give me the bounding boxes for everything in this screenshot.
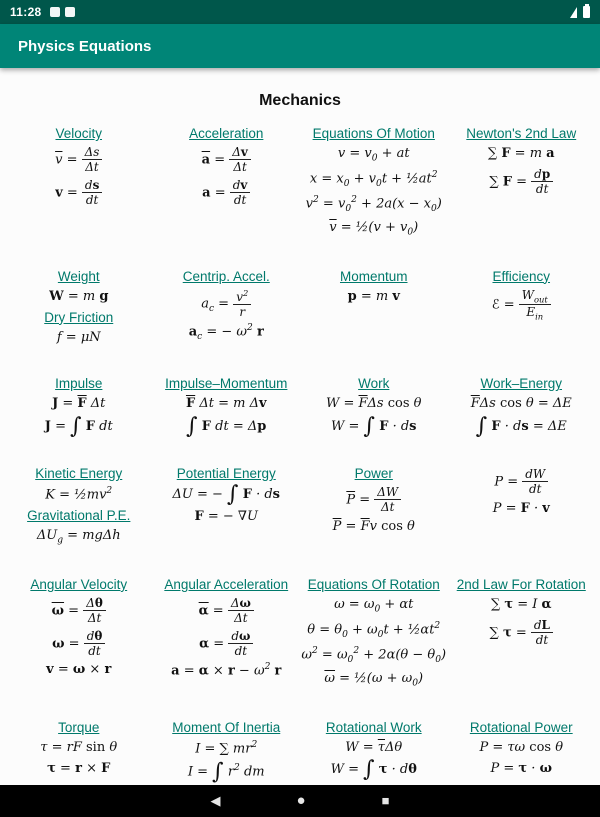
equation: W = m g: [49, 288, 109, 304]
equation: $\overline{v}$ = $\frac{\Delta s}{\Delta t}$: [6, 145, 152, 175]
notification-icon: [65, 7, 75, 17]
equation: ∑ F = m a: [487, 146, 555, 161]
equation-cell: [449, 464, 595, 522]
app-bar: [0, 24, 600, 68]
equation: $W = \overline{F}\Delta s$ cos θ: [325, 396, 422, 412]
equation-cell: [449, 575, 595, 651]
equation: P = $\frac{dW}{dt}$: [449, 467, 595, 497]
equation-cell: [6, 718, 152, 783]
equation: v = ω × r: [46, 662, 112, 678]
equation: $\overline{P}$ = $\frac{\Delta W}{\Delta t}$: [301, 485, 447, 515]
equation: $\overline{v}$ = ½(v + $v_0$): [329, 219, 419, 238]
battery-icon: [583, 6, 590, 18]
equation: $\overline{a}$ = $\frac{\Delta v}{\Delta t}$: [154, 145, 300, 175]
equation-cell: [301, 718, 447, 784]
equation: $\overline{P} = \overline{F}v$ cos θ: [332, 518, 415, 534]
equation-cell: [301, 124, 447, 243]
equation-group-title[interactable]: Torque: [58, 719, 100, 735]
equation: a = $\frac{dv}{dt}$: [154, 178, 300, 208]
equation-cell: [154, 575, 300, 685]
equation-cell: [154, 464, 300, 530]
equation: I = ∫ $r^2$ dm: [187, 758, 265, 785]
equation: $a_c$ = $\frac{v^2}{r}$: [154, 288, 300, 320]
equation-cell: [449, 718, 595, 783]
equation: τ = r × F: [47, 761, 111, 777]
equation-group-title[interactable]: Impulse: [55, 376, 103, 392]
equation: J = ∫ F dt: [44, 413, 113, 440]
equation: P = τω cos θ: [479, 739, 564, 755]
status-time: 11:28: [10, 5, 42, 19]
equation: $\overline{\omega}$ = ½(ω + $\omega_0$): [324, 670, 424, 689]
recents-icon[interactable]: ■: [381, 793, 390, 809]
equation-cell: [6, 124, 152, 210]
equation: $a_c$ = − $\omega^2$ r: [188, 323, 264, 343]
equation-cell: [6, 575, 152, 683]
equation: $\omega^2 = \omega_0^2 + 2\alpha(\theta - \theta_0)$: [301, 645, 447, 665]
wifi-icon: [570, 7, 577, 18]
equation-group-title[interactable]: Power: [354, 465, 393, 481]
equation-group-title[interactable]: Gravitational P.E.: [27, 508, 131, 524]
equation-group-title[interactable]: Rotational Power: [469, 719, 573, 735]
equation-group-title[interactable]: Equations Of Motion: [312, 126, 435, 141]
notification-icon: [50, 7, 60, 17]
equation: P = F · v: [492, 500, 550, 516]
equation: f = μN: [56, 329, 101, 345]
equation-group-title[interactable]: Newton's 2nd Law: [466, 126, 577, 141]
equation-group-title[interactable]: Potential Energy: [176, 465, 276, 481]
equation: F = − ∇U: [194, 508, 258, 524]
equation-group-title[interactable]: Work: [358, 376, 390, 392]
equation-group-title[interactable]: Efficiency: [492, 268, 551, 284]
equation-cell: [154, 374, 300, 440]
equation: W = ∫ F · ds: [331, 413, 417, 440]
equation-cell: [154, 267, 300, 348]
equation: ΔU = − ∫ F · ds: [172, 480, 280, 507]
equation-group-title[interactable]: Centrip. Accel.: [182, 268, 270, 284]
equation-cell: [154, 718, 300, 785]
equation: W = ∫ τ · dθ: [330, 756, 417, 783]
equation-group-title[interactable]: Weight: [57, 268, 100, 284]
equation-cell: [449, 374, 595, 440]
equation-cell: [6, 267, 152, 351]
equation-group-title[interactable]: Velocity: [55, 126, 103, 141]
equation-cell: [301, 267, 447, 310]
equation-group-title[interactable]: Moment Of Inertia: [172, 719, 281, 735]
equation: P = τ · ω: [490, 761, 552, 777]
equation-group-title[interactable]: Impulse–Momentum: [165, 376, 288, 392]
equation: p = m v: [347, 288, 400, 304]
equation-group-title[interactable]: Dry Friction: [44, 309, 114, 325]
equation-cell: [154, 124, 300, 210]
equation-group-title[interactable]: Angular Acceleration: [164, 576, 289, 592]
equation: I = ∑ $mr^2$: [195, 739, 258, 756]
navigation-bar: [0, 785, 600, 817]
app-title: Physics Equations: [18, 37, 152, 55]
equation: $J = \overline{F}$ Δt: [52, 396, 106, 412]
home-icon[interactable]: ●: [296, 792, 306, 810]
equations-grid: [0, 124, 600, 785]
equation-cell: [449, 267, 595, 325]
content-scroll-area[interactable]: [0, 68, 600, 785]
equation-cell: [301, 575, 447, 694]
equation: ∫ F · ds = ΔE: [475, 413, 567, 440]
equation: ∑ τ = $\frac{dL}{dt}$: [449, 618, 595, 648]
equation: $\omega = \omega_0 + \alpha t$: [334, 596, 414, 615]
equation: τ = rF sin θ: [40, 739, 118, 755]
equation-group-title[interactable]: Momentum: [339, 268, 408, 284]
page-title: Mechanics: [259, 92, 341, 109]
equation: ℰ = $W_{out}$ $E_{in}$: [449, 288, 595, 322]
equation-group-title[interactable]: Kinetic Energy: [35, 465, 123, 481]
equation: $v = v_0$ + at: [337, 146, 410, 164]
equation: $\theta = \theta_0 + \omega_0t$ + $\frac{1}{2}\alpha t^2$: [307, 620, 441, 640]
status-icons: [570, 6, 590, 18]
equation: $\overline{F}$ Δt = m Δv: [185, 396, 267, 412]
equation: $\overline{F}\Delta s$ cos θ = ΔE: [470, 396, 572, 412]
equation: v = $\frac{ds}{dt}$: [6, 178, 152, 208]
equation: $W = \overline{\tau}\Delta\theta$: [345, 739, 403, 755]
equation-group-title[interactable]: 2nd Law For Rotation: [456, 576, 586, 592]
equation-group-title[interactable]: Equations Of Rotation: [307, 576, 440, 592]
equation: α = $\frac{d\omega}{dt}$: [154, 629, 300, 659]
equation: $x = x_0 + v_0t$ + $\frac{1}{2}at^2$: [309, 169, 438, 189]
equation: ω = $\frac{d\theta}{dt}$: [6, 629, 152, 659]
equation: $\overline{\alpha}$ = $\frac{\Delta\omega}{\Delta t}$: [154, 596, 300, 626]
equation-group-title[interactable]: Work–Energy: [480, 376, 563, 392]
equation-group-title[interactable]: Angular Velocity: [30, 576, 128, 592]
equation: ∫ F dt = Δp: [186, 413, 267, 440]
equation: ∑ τ = I α: [490, 596, 552, 612]
equation-group-title[interactable]: Acceleration: [189, 126, 264, 141]
equation-group-title[interactable]: Rotational Work: [325, 719, 422, 735]
equation: $K = \frac{1}{2}mv^2$: [45, 485, 113, 503]
equation-cell: [6, 464, 152, 551]
equation: $\Delta U_g = mg\Delta h$: [36, 528, 121, 546]
equation-cell: [449, 124, 595, 200]
equation: ∑ F = $\frac{dp}{dt}$: [449, 167, 595, 197]
equation: $a = \alpha \times r - \omega^2$ r: [171, 662, 282, 679]
status-bar: [0, 0, 600, 24]
equation-cell: [301, 464, 447, 540]
equation: $v^2 = v_0^2 + 2a(x - x_0)$: [305, 194, 442, 214]
equation: $\overline{\omega}$ = $\frac{\Delta\theta}{\Delta t}$: [6, 596, 152, 626]
back-icon[interactable]: ◀: [210, 793, 221, 809]
equation-cell: [301, 374, 447, 440]
equation-cell: [6, 374, 152, 440]
